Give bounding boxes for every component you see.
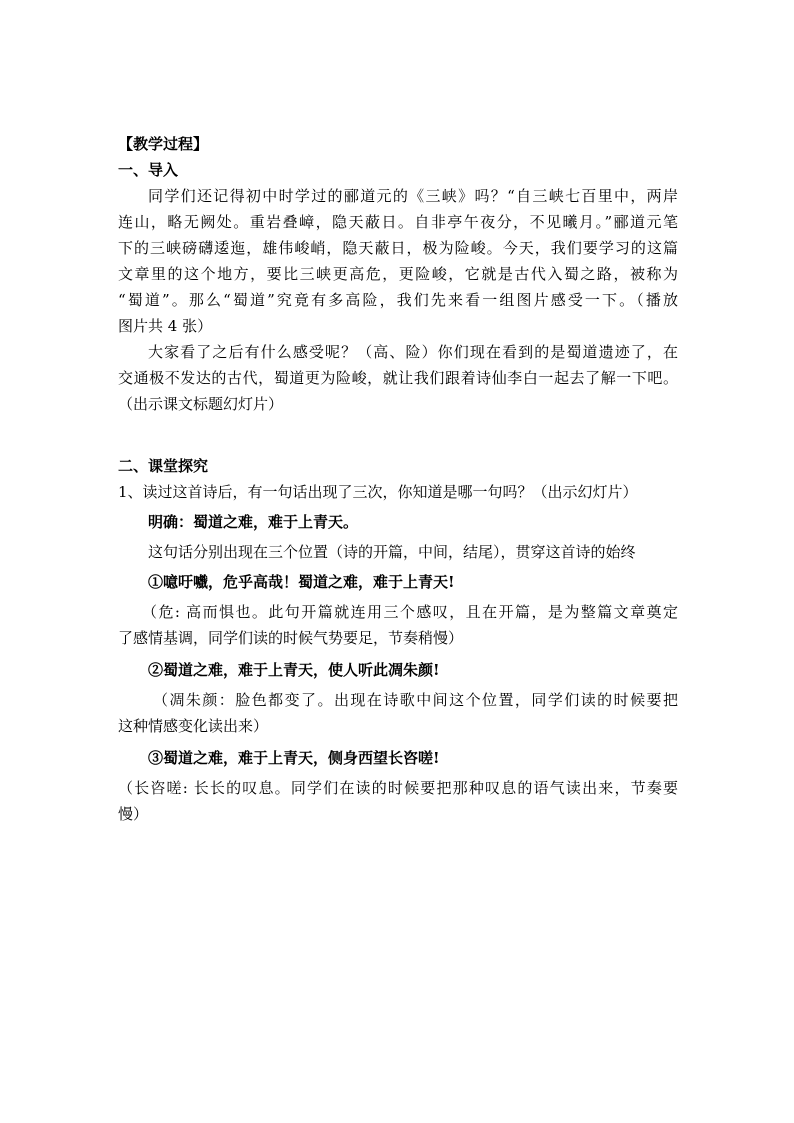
paragraph-line: （出示课文标题幻灯片）	[118, 395, 284, 413]
teaching-process-heading: 【教学过程】	[118, 135, 209, 153]
intro-paragraph-2	[118, 339, 678, 417]
paragraph-line: 下的三峡磅礴逶迤，雄伟峻峭，隐天蔽日，极为险峻。今天，我们要学习的这篇	[118, 239, 678, 257]
document-page	[118, 131, 678, 827]
quote-line-2: ②蜀道之难，难于上青天，使人听此凋朱颜!	[148, 661, 440, 679]
intro-paragraph-1	[118, 183, 678, 339]
paragraph-line: 图片共 4 张）	[118, 317, 213, 335]
paragraph-line: “蜀道”。那么“蜀道”究竟有多高险，我们先来看一组图片感受一下。（播放	[118, 291, 678, 309]
quote-2-note: 这种情感变化读出来）	[118, 717, 269, 735]
quote-1-note: 了感情基调，同学们读的时候气势要足，节奏稍慢）	[118, 629, 464, 647]
position-note: 这句话分别出现在三个位置（诗的开篇，中间，结尾），贯穿这首诗的始终	[148, 543, 636, 561]
paragraph-line: 大家看了之后有什么感受呢？（高、险）你们现在看到的是蜀道遗迹了，在	[148, 343, 678, 361]
quote-line-1: ①噫吁嚱，危乎高哉！蜀道之难，难于上青天!	[148, 573, 455, 591]
quote-3-note: 慢）	[118, 805, 149, 823]
quote-1-note: （危: 高而惧也。此句开篇就连用三个感叹，且在开篇，是为整篇文章奠定	[142, 603, 678, 621]
quote-line-3: ③蜀道之难，难于上青天，侧身西望长咨嗟!	[148, 749, 440, 767]
paragraph-line: 连山，略无阙处。重岩叠嶂，隐天蔽日。自非亭午夜分，不见曦月。”郦道元笔	[118, 213, 678, 231]
quote-2-note: （凋朱颜：脸色都变了。出现在诗歌中间这个位置，同学们读的时候要把	[153, 691, 678, 709]
paragraph-line: 交通极不发达的古代，蜀道更为险峻，就让我们跟着诗仙李白一起去了解一下吧。	[118, 369, 678, 387]
answer-line: 明确：蜀道之难，难于上青天。	[148, 513, 359, 531]
section-explore-title: 二、课堂探究	[118, 457, 209, 475]
question-1: 1、读过这首诗后，有一句话出现了三次，你知道是哪一句吗？（出示幻灯片）	[118, 483, 638, 501]
quote-3-note: （长咨嗟: 长长的叹息。同学们在读的时候要把那种叹息的语气读出来，节奏要	[118, 779, 678, 797]
paragraph-line: 文章里的这个地方，要比三峡更高危，更险峻，它就是古代入蜀之路，被称为	[118, 265, 678, 283]
section-intro-title: 一、导入	[118, 161, 179, 179]
paragraph-line: 同学们还记得初中时学过的郦道元的《三峡》吗？“自三峡七百里中，两岸	[148, 187, 678, 205]
